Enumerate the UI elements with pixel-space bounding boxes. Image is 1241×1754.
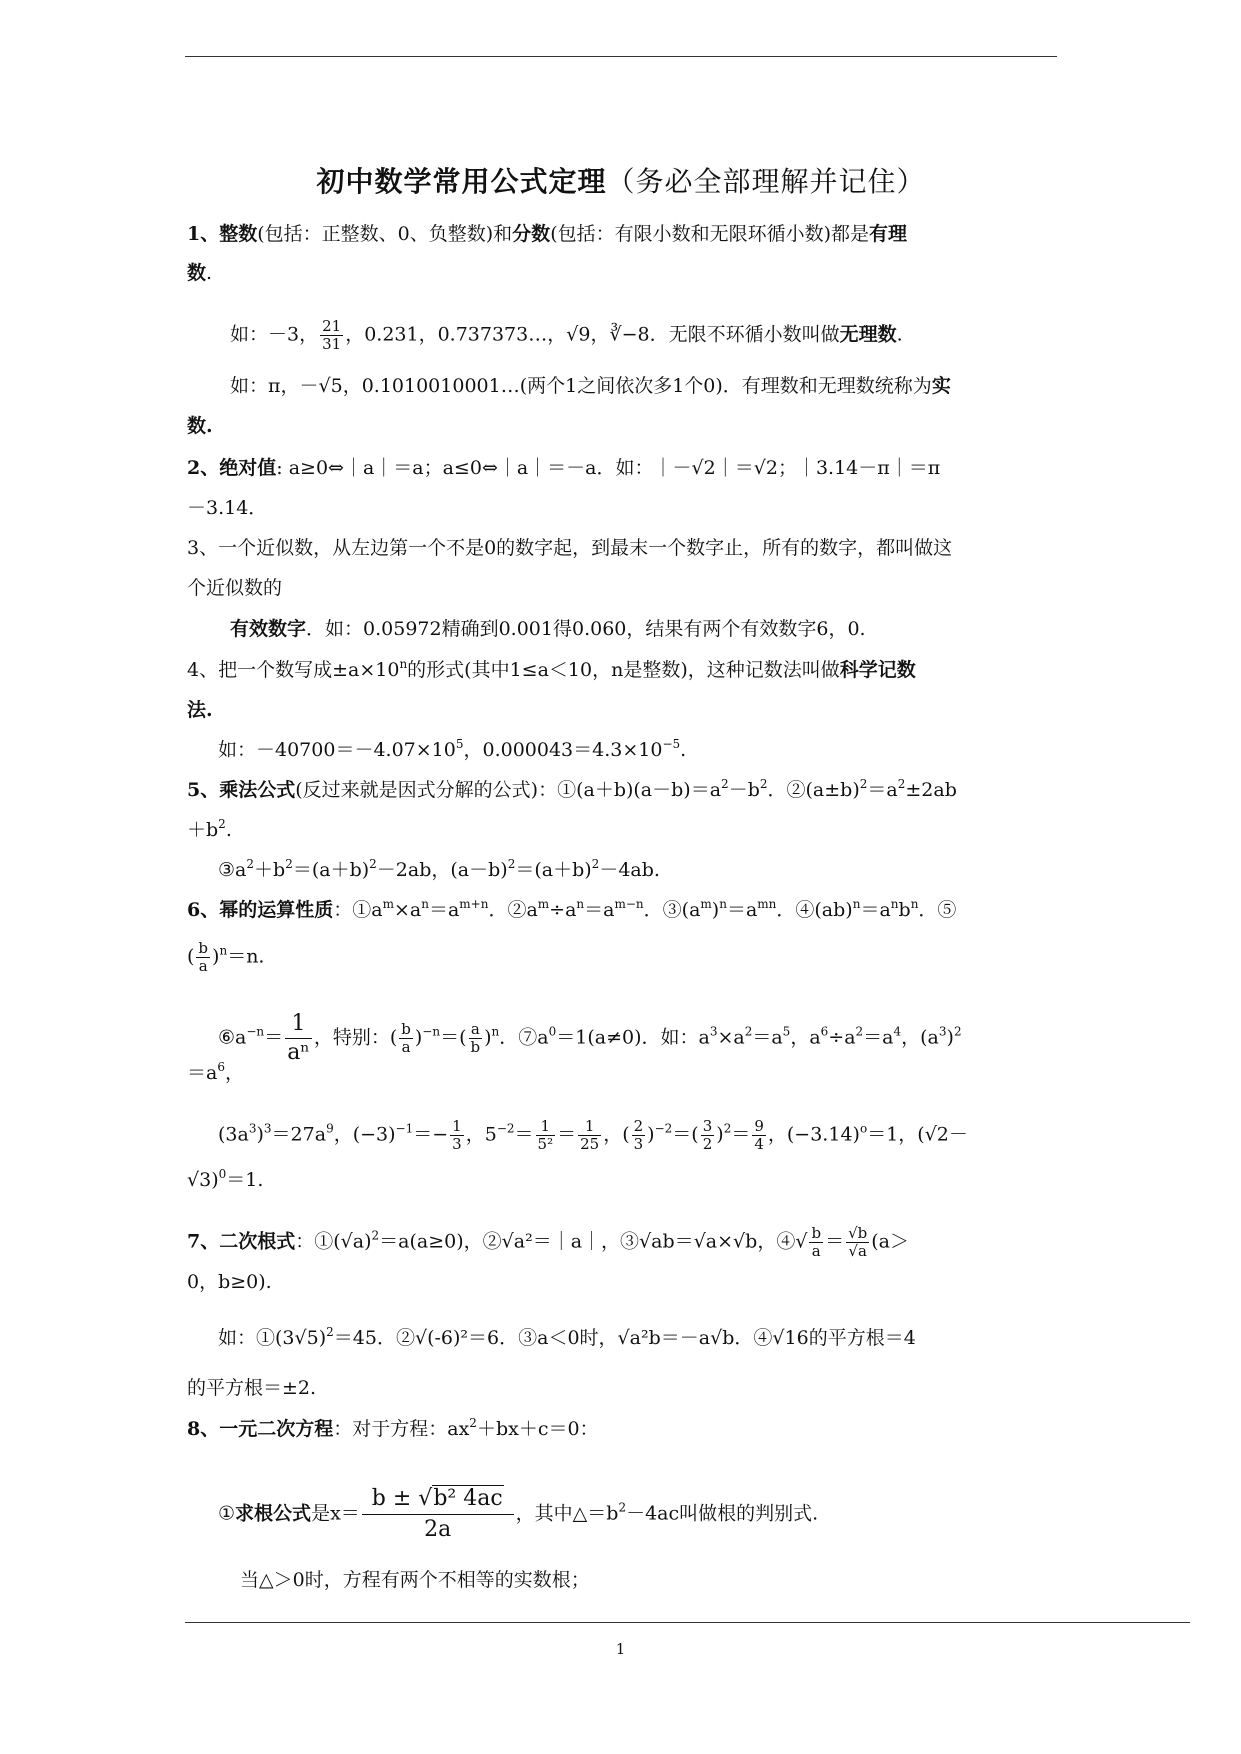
item-7-examples: 如：$①(3√5)^2=45$．②√(-6)²＝6．③a＜0时，√a²b＝－a√b．④√16的平方根＝4 bbox=[218, 1325, 916, 1349]
item-6-cont: ( $\frac{b}{a}$ )$^n$＝n. bbox=[187, 939, 265, 975]
item-2-cont: －3.14． bbox=[187, 497, 268, 519]
item-6-formula-6-cont: $=a^6$， bbox=[187, 1060, 244, 1084]
item-3-example: 有效数字．如：0.05972精确到0.001得0.060，结果有两个有效数字6，0. bbox=[230, 618, 866, 640]
item-1-cont: 数. bbox=[187, 262, 213, 284]
item-7-cont: 0，b≥0). bbox=[187, 1271, 272, 1293]
header-rule bbox=[185, 56, 1057, 57]
discriminant-positive: 当△＞0时，方程有两个不相等的实数根； bbox=[240, 1569, 590, 1591]
item-2-line: 2、绝对值: a≥0⇔｜a｜＝a；a≤0⇔｜a｜＝－a．如：｜－√2｜＝√2；｜3.14－π｜＝π bbox=[187, 457, 941, 479]
item-6-formula-6: $⑥a^{-n}=$ $\frac{1}{\text{aⁿ}}$ ，特别：( $\frac{b}{a}$ )$^{-n}$＝( $\frac{a}{b}$ )$^n$．$⑦a^0=1(a\ne 0)$．如：$a^3\times a^2=a^5$，$a^6\div a^2=a^4$，$(a^3)^2$ bbox=[218, 1011, 962, 1065]
item-3-cont: 个近似数的 bbox=[187, 577, 283, 599]
page-number: 1 bbox=[615, 1640, 626, 1658]
item-8-line: 8、一元二次方程：对于方程：$ax^2+bx+c=0$： bbox=[187, 1416, 599, 1440]
page-subtitle: （务必全部理解并记住） bbox=[606, 165, 926, 198]
item-4-cont: 法. bbox=[187, 699, 213, 721]
irrational-examples: 如：π，－√5，0.1010010001…(两个1之间依次多1个0)．有理数和无理数统称为实 bbox=[230, 375, 951, 397]
quadratic-formula: $\frac{\text{b ± √b² 4ac}}{2a}$ bbox=[362, 1484, 514, 1545]
footer-rule bbox=[185, 1622, 1190, 1623]
rational-examples: 如：－3， $\frac{21}{31}$ ，0.231，0.737373…，√9，∛−8．无限不环循小数叫做无理数. bbox=[230, 317, 903, 353]
item-6-line: 6、幂的运算性质：$①a^m\times a^n=a^{m+n}$．$②a^m\div a^n=a^{m-n}$．$③(a^m)^n=a^{mn}$．$④(ab)^n=a^nb^n$．⑤ bbox=[187, 897, 957, 921]
page-title: 初中数学常用公式定理（务必全部理解并记住） bbox=[316, 165, 926, 198]
item-7-line: 7、二次根式：$①(√a)^2=a(a\ge 0)$，②√a²＝｜a｜，③√ab＝√a×√b，④√ $\frac{b}{a}$ ＝ $\frac{√b}{√a}$ (a＞ bbox=[187, 1224, 909, 1260]
item-7-examples-cont: 的平方根＝±2. bbox=[187, 1377, 317, 1399]
item-6-examples-cont: √3)$^0$＝1. bbox=[187, 1167, 264, 1191]
item-5-cont: $+b^2$. bbox=[187, 817, 232, 841]
item-3-line: 3、一个近似数，从左边第一个不是0的数字起，到最末一个数字止，所有的数字，都叫做这 bbox=[187, 537, 953, 559]
item-1-line: 1、整数(包括：正整数、0、负整数)和分数(包括：有限小数和无限环循小数)都是有理 bbox=[187, 223, 908, 245]
item-6-examples: $(3a^3)^3=27a^9$，$(-3)^{-1}=-$ $\frac{1}{3}$ ，$5^{-2}=$ $\frac{1}{\text{5²}}$ ＝ $\frac{1}{25}$ ，( $\frac{2}{3}$ )$^{-2}$＝( $\frac{3}{2}$ )$^2$＝ $\frac{9}{4}$ ，$(-3.14)^o=1$，(√2－ bbox=[218, 1117, 968, 1153]
irrational-cont: 数. bbox=[187, 415, 213, 437]
item-4-line: 4、把一个数写成$\pm a\times 10^n$的形式(其中1≤a＜10，n是整数)，这种记数法叫做科学记数 bbox=[187, 657, 916, 681]
quadratic-formula-line: ①求根公式是x＝ $\frac{\text{b ± √b² 4ac}}{2a}$ ，其中$\triangle=b^2-4ac$叫做根的判别式. bbox=[218, 1484, 818, 1545]
item-5-line: 5、乘法公式(反过来就是因式分解的公式)：$①(a+b)(a-b)=a^2-b^2$．$②(a\pm b)^2=a^2\pm 2ab$ bbox=[187, 777, 957, 801]
item-4-example: 如：$-40700=-4.07\times 10^5$，$0.000043=4.3\times 10^{-5}$. bbox=[218, 737, 687, 761]
item-5-formula-3: $③a^2+b^2=(a+b)^2-2ab$，$(a-b)^2=(a+b)^2-4ab$. bbox=[218, 857, 660, 881]
